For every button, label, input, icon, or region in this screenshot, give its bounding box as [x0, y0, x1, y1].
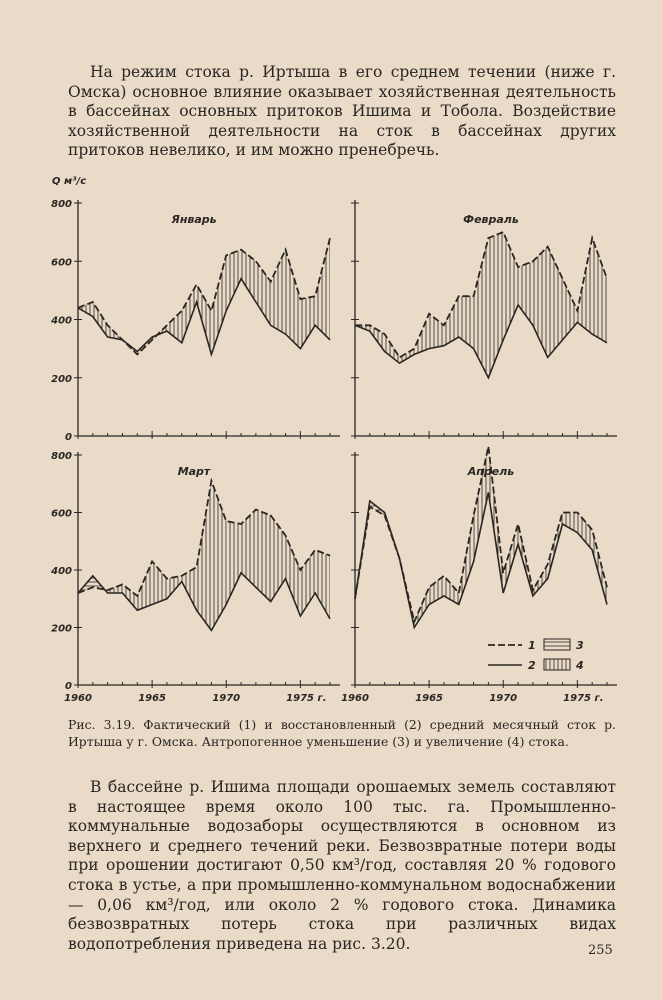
x-tick-label: 1960	[341, 693, 369, 704]
increase-hatch	[182, 285, 197, 343]
paragraph-top: На режим стока р. Иртыша в его среднем течении (ниже г. Омска) основное влияние оказывает хозяйственная деятельность в бассейнах основных притоков Ишима и Тобола. Воздействие хозяйственной деятельности на сток в бассейнах других притоков невелико, и им можно пренебречь.	[68, 63, 616, 160]
increase-hatch	[315, 550, 330, 619]
x-tick-label: 1965	[415, 693, 444, 704]
increase-hatch	[459, 296, 474, 348]
x-tick-label: 1960	[64, 693, 92, 704]
x-tick-label: 1965	[138, 693, 167, 704]
increase-hatch	[474, 238, 489, 378]
increase-hatch	[152, 561, 167, 604]
increase-hatch	[241, 250, 256, 302]
increase-hatch	[271, 250, 286, 335]
y-axis-unit: Q м³/с	[52, 176, 87, 187]
y-tick-label: 0	[65, 432, 72, 443]
x-tick-label: 1975 г.	[286, 693, 327, 704]
increase-hatch	[300, 296, 315, 348]
legend-label-2: 2	[528, 659, 536, 672]
paragraph-bottom: В бассейне р. Ишима площади орошаемых земель составляют в настоящее время около 100 тыс. га. Промышленно-коммунальные водозаборы осуществляются в основном из верхнего и среднего течений реки. Безвозвратные потери воды при орошении достигают 0,50 км³/год, составляя 20 % годового стока в устье, а при промышленно-коммунальном водоснабжении — 0,06 км³/год, или около 2 % годового стока. Динамика безвозвратных потерь стока при различных видах водопотребления приведена на рис. 3.20.	[68, 778, 616, 953]
increase-hatch	[577, 513, 592, 550]
y-tick-label: 200	[51, 373, 72, 385]
y-tick-label: 800	[51, 451, 72, 462]
increase-hatch	[197, 481, 212, 631]
page-number: 255	[588, 943, 613, 958]
x-tick-label: 1975 г.	[563, 693, 604, 704]
y-tick-label: 0	[65, 681, 72, 692]
figure-3-19	[0, 168, 663, 708]
increase-hatch	[548, 247, 563, 358]
increase-hatch	[256, 510, 271, 602]
increase-hatch	[414, 314, 429, 355]
panel-title: Март	[177, 465, 211, 478]
y-tick-label: 800	[51, 199, 72, 210]
increase-hatch	[226, 250, 241, 311]
figure-caption: Рис. 3.19. Фактический (1) и восстановленный (2) средний месячный сток р. Иртыша у г. Омска. Антропогенное уменьшение (3) и увеличение (4) стока.	[68, 717, 616, 749]
x-tick-label: 1970	[489, 693, 518, 704]
legend-label-1: 1	[528, 639, 536, 652]
increase-hatch	[286, 250, 301, 349]
y-tick-label: 600	[51, 257, 72, 269]
increase-hatch	[286, 536, 301, 617]
increase-hatch	[563, 513, 578, 533]
y-tick-label: 400	[51, 566, 72, 577]
x-tick-label: 1970	[212, 693, 241, 704]
legend-swatch-4	[544, 659, 570, 670]
y-tick-label: 600	[51, 508, 72, 520]
increase-hatch	[488, 232, 503, 378]
legend-swatch-3	[544, 639, 570, 650]
increase-hatch	[167, 311, 182, 343]
y-tick-label: 400	[51, 315, 72, 327]
increase-hatch	[226, 521, 241, 604]
legend-label-4: 4	[576, 659, 584, 672]
panel-title: Апрель	[467, 465, 515, 478]
y-tick-label: 200	[51, 623, 72, 635]
panel-title: Январь	[171, 213, 217, 226]
increase-hatch	[503, 524, 518, 593]
increase-hatch	[592, 238, 607, 343]
increase-hatch	[123, 584, 138, 610]
legend-label-3: 3	[576, 639, 584, 652]
panel-title: Февраль	[463, 213, 519, 226]
